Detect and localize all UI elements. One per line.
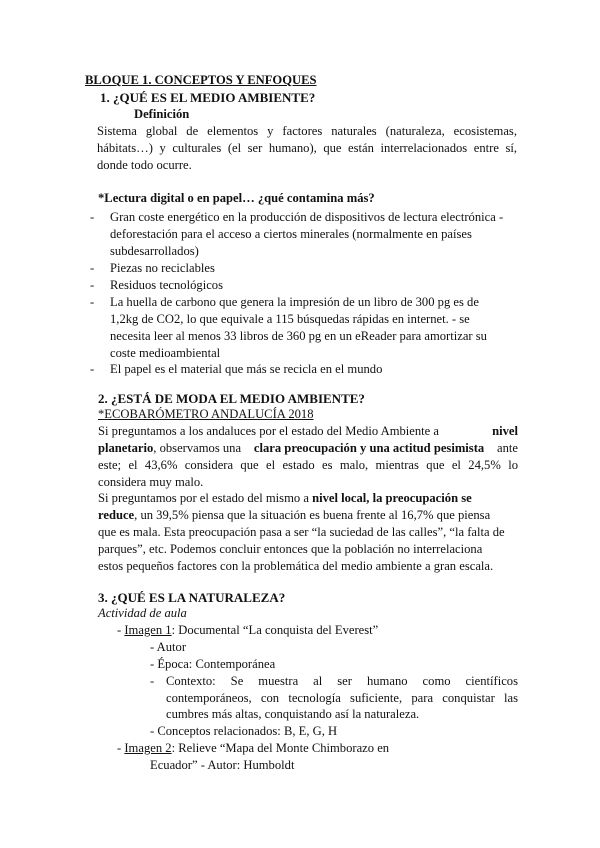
list-dash: -: [90, 210, 95, 224]
epoca-item: - Época: Contemporánea: [150, 657, 276, 671]
section-2-para-line: [98, 423, 518, 440]
para-text: , observamos una: [153, 441, 242, 455]
emphasis-text: planetario: [98, 441, 154, 455]
list-dash: -: [90, 278, 95, 292]
list-item: Residuos tecnológicos: [110, 278, 223, 292]
list-item: Gran coste energético en la producción de dispositivos de lectura electrónica -: [110, 210, 504, 224]
para-text: Si preguntamos a los andaluces por el estado del Medio Ambiente a: [98, 424, 439, 438]
para-text: ante: [497, 441, 518, 455]
list-dash: -: [90, 261, 95, 275]
list-item-cont: coste medioambiental: [110, 346, 221, 360]
image-1-item: [117, 622, 378, 639]
section-1-heading: 1. ¿QUÉ ES EL MEDIO AMBIENTE?: [100, 90, 316, 105]
image-1-text: : Documental “La conquista del Everest”: [171, 623, 379, 637]
list-dash: -: [90, 295, 95, 309]
image-2-link[interactable]: Imagen 2: [124, 741, 172, 755]
list-dash: -: [117, 623, 122, 637]
section-2-para-line: parques”, etc. Podemos concluir entonces que la población no interrelaciona: [98, 542, 483, 556]
section-2-para-line: estos pequeños factores con la problemática del medio ambiente a gran escala.: [98, 559, 494, 573]
section-3-heading: 3. ¿QUÉ ES LA NATURALEZA?: [98, 590, 286, 605]
section-2-para-line: considera muy malo.: [98, 475, 204, 489]
contexto-line: Contexto: Se muestra al ser humano como científicos: [166, 674, 518, 688]
list-item-cont: subdesarrollados): [110, 244, 199, 258]
section-2-para-line: [98, 507, 490, 524]
section-1-subheading: Definición: [134, 107, 190, 121]
section-1-para-line: Sistema global de elementos y factores naturales (naturaleza, ecosistemas,: [97, 124, 517, 138]
para-text: Si preguntamos por el estado del mismo a: [98, 491, 309, 505]
section-2-para-line: [98, 490, 472, 507]
emphasis-text: clara preocupación y una actitud pesimista: [253, 441, 485, 455]
activity-label: Actividad de aula: [98, 606, 187, 620]
section-2-para-line: este; el 43,6% considera que el estado es malo, mientras que el 24,5% lo: [98, 458, 518, 472]
para-text: , un 39,5% piensa que la situación es buena frente al 16,7% que piensa: [134, 508, 491, 522]
section-2-para-line: que es mala. Esta preocupación pasa a ser “la suciedad de las calles”, “la falta de: [98, 525, 505, 539]
section-2-heading: 2. ¿ESTÁ DE MODA EL MEDIO AMBIENTE?: [98, 391, 365, 406]
list-dash: -: [150, 674, 155, 688]
list-item-cont: 1,2kg de CO2, lo que equivale a 115 búsquedas rápidas en internet. - se: [110, 312, 470, 326]
list-item-cont: necesita leer al menos 33 libros de 360 pg en un eReader para amortizar su: [110, 329, 487, 343]
image-2-text: : Relieve “Mapa del Monte Chimborazo en: [171, 741, 390, 755]
conceptos-item: - Conceptos relacionados: B, E, G, H: [150, 724, 338, 738]
list-item: Piezas no reciclables: [110, 261, 215, 275]
list-item-cont: deforestación para el acceso a ciertos minerales (normalmente en países: [110, 227, 472, 241]
contexto-line: cumbres más altas, conquistando así la naturaleza.: [166, 707, 420, 721]
block-title: BLOQUE 1. CONCEPTOS Y ENFOQUES: [85, 73, 317, 87]
list-item: El papel es el material que más se recicla en el mundo: [110, 362, 383, 376]
list-item: La huella de carbono que genera la impresión de un libro de 300 pg es de: [110, 295, 479, 309]
section-2-para-line: [98, 440, 518, 457]
list-dash: -: [117, 741, 122, 755]
autor-item: - Autor: [150, 640, 187, 654]
emphasis-text: , la preocupación se: [366, 491, 472, 505]
image-2-cont: Ecuador” - Autor: Humboldt: [150, 758, 295, 772]
reading-heading: *Lectura digital o en papel… ¿qué contamina más?: [98, 191, 375, 205]
section-1-para-line: hábitats…) y culturales (el ser humano), que están interrelacionados entre sí,: [97, 141, 517, 155]
emphasis-text: nivel: [492, 424, 518, 438]
emphasis-text: nivel local: [312, 491, 367, 505]
image-2-item: [117, 740, 389, 757]
contexto-line: contemporáneos, con tecnología suficiente, para conquistar las: [166, 691, 518, 705]
list-dash: -: [90, 362, 95, 376]
section-1-para-line: donde todo ocurre.: [97, 158, 192, 172]
source-link[interactable]: *ECOBARÓMETRO ANDALUCÍA 2018: [98, 407, 314, 421]
emphasis-text: reduce: [98, 508, 135, 522]
image-1-link[interactable]: Imagen 1: [124, 623, 172, 637]
